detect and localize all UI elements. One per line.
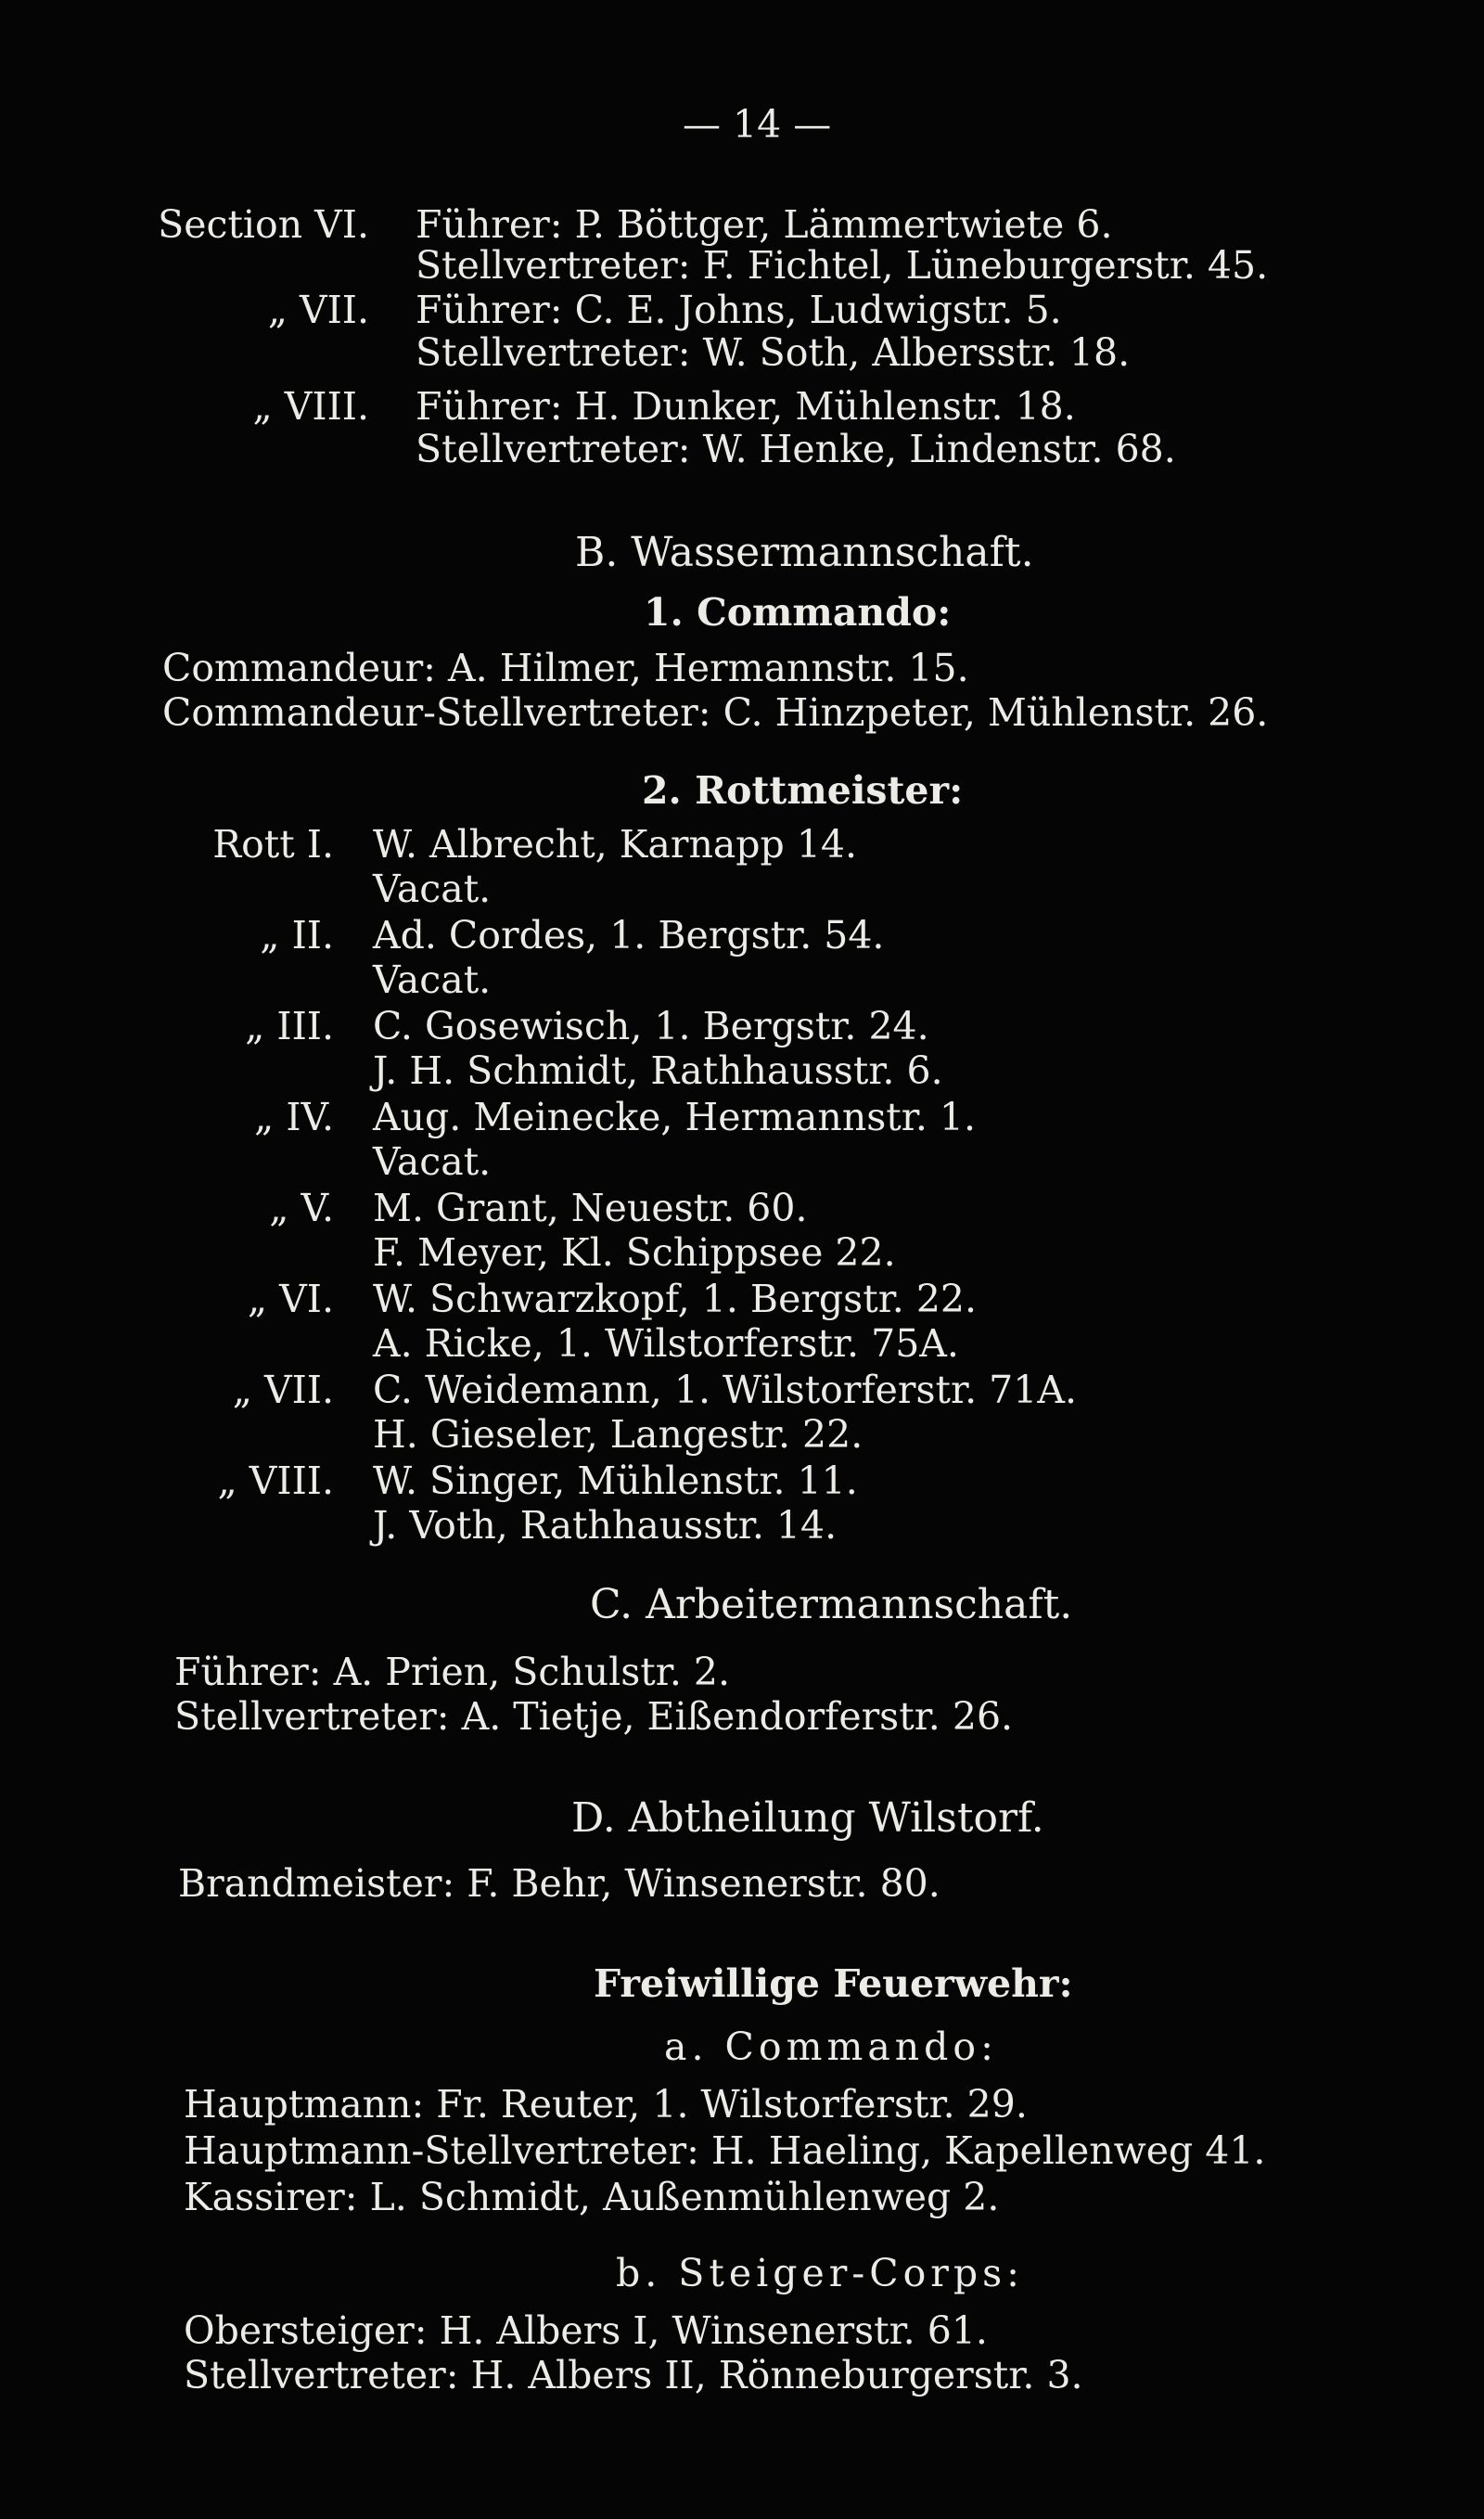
rott-member: Ad. Cordes, 1. Bergstr. 54.: [373, 913, 885, 957]
c-leader-line: Führer: A. Prien, Schulstr. 2.: [174, 1650, 731, 1694]
heading-b: B. Wassermannschaft.: [575, 529, 1034, 576]
subheading-b: b. Steiger-Corps:: [616, 2251, 1024, 2295]
commandeur-deputy-line: Commandeur-Stellvertreter: C. Hinzpeter, Mühlenstr. 26.: [162, 690, 1269, 735]
ff-line: Obersteiger: H. Albers I, Winsenerstr. 61.: [184, 2308, 988, 2353]
rott-label: „ VII.: [232, 1368, 334, 1412]
rott-member: Vacat.: [373, 1139, 492, 1184]
rott-label: „ V.: [269, 1186, 334, 1230]
c-deputy-line: Stellvertreter: A. Tietje, Eißendorferstr. 26.: [174, 1694, 1014, 1739]
rott-label: Rott I.: [212, 822, 334, 867]
rott-label: „ III.: [245, 1004, 334, 1048]
heading-freiwillige-feuerwehr: Freiwillige Feuerwehr:: [594, 1961, 1073, 2006]
rott-member: F. Meyer, Kl. Schippsee 22.: [373, 1230, 896, 1275]
section-deputy: Stellvertreter: F. Fichtel, Lüneburgerstr. 45.: [416, 243, 1269, 288]
heading-d: D. Abtheilung Wilstorf.: [571, 1794, 1044, 1842]
rott-member: M. Grant, Neuestr. 60.: [373, 1186, 808, 1230]
rott-member: H. Gieseler, Langestr. 22.: [373, 1412, 864, 1457]
section-leader: Führer: C. E. Johns, Ludwigstr. 5.: [416, 288, 1062, 332]
subheading-rottmeister: 2. Rottmeister:: [642, 768, 964, 813]
ff-line: Hauptmann-Stellvertreter: H. Haeling, Kapellenweg 41.: [184, 2128, 1266, 2173]
ff-line: Kassirer: L. Schmidt, Außenmühlenweg 2.: [184, 2175, 1000, 2219]
d-brandmeister-line: Brandmeister: F. Behr, Winsenerstr. 80.: [178, 1861, 940, 1906]
rott-member: Vacat.: [373, 957, 492, 1002]
subheading-a: a. Commando:: [664, 2024, 998, 2069]
rott-member: Vacat.: [373, 867, 492, 911]
rott-member: W. Singer, Mühlenstr. 11.: [373, 1459, 858, 1503]
section-leader: Führer: P. Böttger, Lämmertwiete 6.: [416, 202, 1113, 247]
rott-member: W. Albrecht, Karnapp 14.: [373, 822, 858, 867]
rott-member: A. Ricke, 1. Wilstorferstr. 75A.: [373, 1321, 959, 1366]
rott-label: „ VIII.: [217, 1459, 334, 1503]
ff-line: Stellvertreter: H. Albers II, Rönneburgerstr. 3.: [184, 2353, 1083, 2397]
commandeur-line: Commandeur: A. Hilmer, Hermannstr. 15.: [162, 646, 969, 690]
rott-member: C. Weidemann, 1. Wilstorferstr. 71A.: [373, 1368, 1077, 1412]
section-deputy: Stellvertreter: W. Soth, Albersstr. 18.: [416, 330, 1131, 375]
section-label: Section VI.: [158, 202, 369, 247]
rott-label: „ II.: [260, 913, 334, 957]
rott-member: J. Voth, Rathhausstr. 14.: [373, 1503, 838, 1548]
section-label: „ VII.: [267, 288, 369, 332]
subheading-commando: 1. Commando:: [644, 590, 952, 635]
ff-line: Hauptmann: Fr. Reuter, 1. Wilstorferstr. 29.: [184, 2082, 1028, 2127]
rott-label: „ VI.: [247, 1277, 334, 1321]
heading-c: C. Arbeitermannschaft.: [590, 1581, 1073, 1628]
rott-member: Aug. Meinecke, Hermannstr. 1.: [373, 1095, 977, 1139]
rott-label: „ IV.: [254, 1095, 334, 1139]
rott-member: C. Gosewisch, 1. Bergstr. 24.: [373, 1004, 929, 1048]
rott-member: J. H. Schmidt, Rathhausstr. 6.: [373, 1048, 943, 1093]
section-deputy: Stellvertreter: W. Henke, Lindenstr. 68.: [416, 427, 1176, 471]
section-leader: Führer: H. Dunker, Mühlenstr. 18.: [416, 384, 1076, 429]
rott-member: W. Schwarzkopf, 1. Bergstr. 22.: [373, 1277, 978, 1321]
page-number: — 14 —: [683, 102, 832, 147]
section-label: „ VIII.: [252, 384, 369, 429]
